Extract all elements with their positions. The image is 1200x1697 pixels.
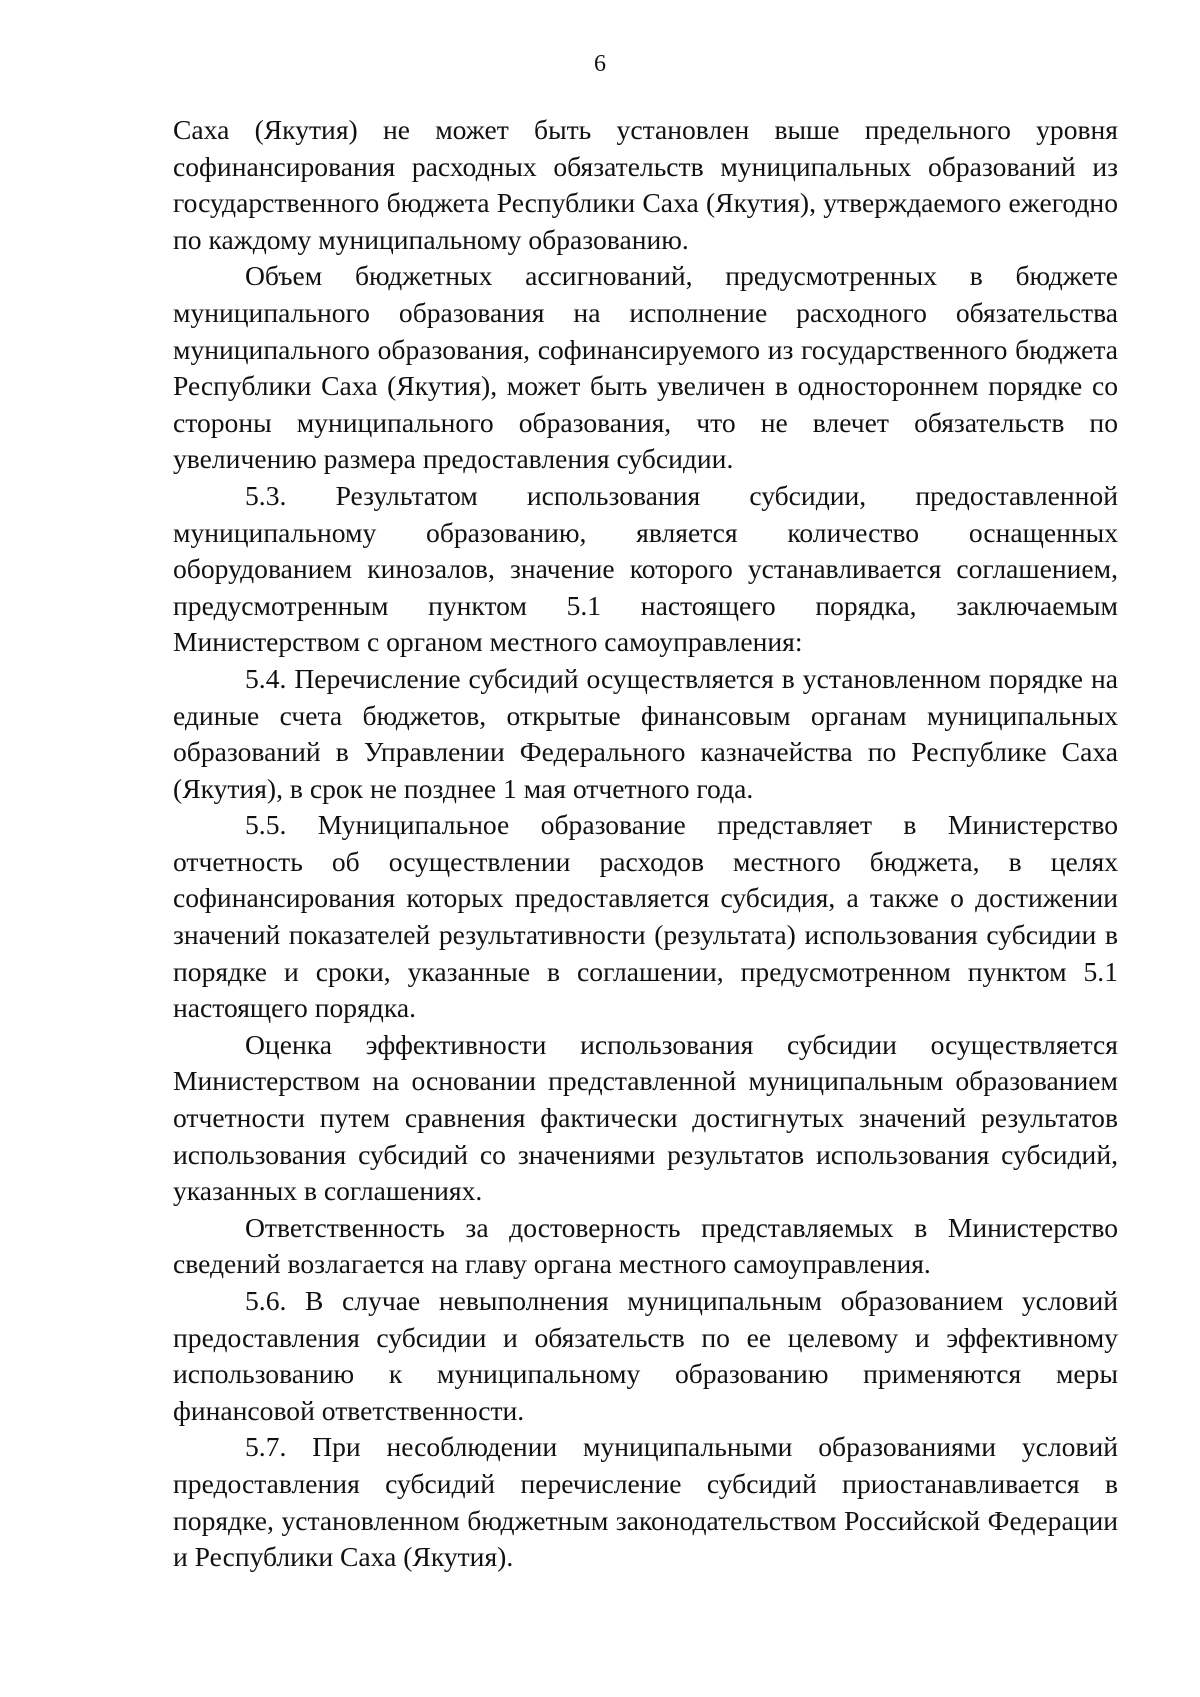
paragraph-5-5: 5.5. Муниципальное образование представляет в Министерство отчетность об осуществлении расходов местного бюджета, в целях софинансирования которых предоставляется субсидия, а также о достижении значений показателей результативности (результата) использования субсидии в порядке и сроки, указанные в соглашении, предусмотренном пунктом 5.1 настоящего порядка. [173, 809, 1118, 1024]
paragraph-5-7: 5.7. При несоблюдении муниципальными образованиями условий предоставления субсидий перечисление субсидий приостанавливается в порядке, установленном бюджетным законодательством Российской Федерации и Республики Саха (Якутия). [173, 1431, 1118, 1573]
paragraph-continuation: Саха (Якутия) не может быть установлен выше предельного уровня софинансирования расходных обязательств муниципальных образований из государственного бюджета Республики Саха (Якутия), утверждаемого ежегодно по каждому муниципальному образованию. [173, 114, 1118, 255]
paragraph-5-6: 5.6. В случае невыполнения муниципальным образованием условий предоставления субсидии и обязательств по ее целевому и эффективному использованию к муниципальному образованию применяются меры финансовой ответственности. [173, 1285, 1118, 1426]
page-number: 6 [594, 51, 606, 77]
paragraph-budget-allocations: Объем бюджетных ассигнований, предусмотренных в бюджете муниципального образования на исполнение расходного обязательства муниципального образования, софинансируемого из государственного бюджета Республики Саха (Якутия), может быть увеличен в одностороннем порядке со стороны муниципального образования, что не влечет обязательств по увеличению размера предоставления субсидии. [173, 260, 1118, 475]
paragraph-5-3: 5.3. Результатом использования субсидии, предоставленной муниципальному образованию, является количество оснащенных оборудованием кинозалов, значение которого устанавливается соглашением, предусмотренным пунктом 5.1 настоящего порядка, заключаемым Министерством с органом местного самоуправления: [173, 479, 1118, 658]
paragraph-5-4: 5.4. Перечисление субсидий осуществляется в установленном порядке на единые счета бюджетов, открытые финансовым органам муниципальных образований в Управлении Федерального казначейства по Республике Саха (Якутия), в срок не позднее 1 мая отчетного года. [173, 662, 1118, 804]
document-body [173, 112, 1118, 1576]
paragraph-efficiency-assessment: Оценка эффективности использования субсидии осуществляется Министерством на основании представленной муниципальным образованием отчетности путем сравнения фактически достигнутых значений результатов использования субсидий со значениями результатов использования субсидий, указанных в соглашениях. [173, 1028, 1118, 1207]
paragraph-responsibility: Ответственность за достоверность представляемых в Министерство сведений возлагается на главу органа местного самоуправления. [173, 1211, 1118, 1280]
